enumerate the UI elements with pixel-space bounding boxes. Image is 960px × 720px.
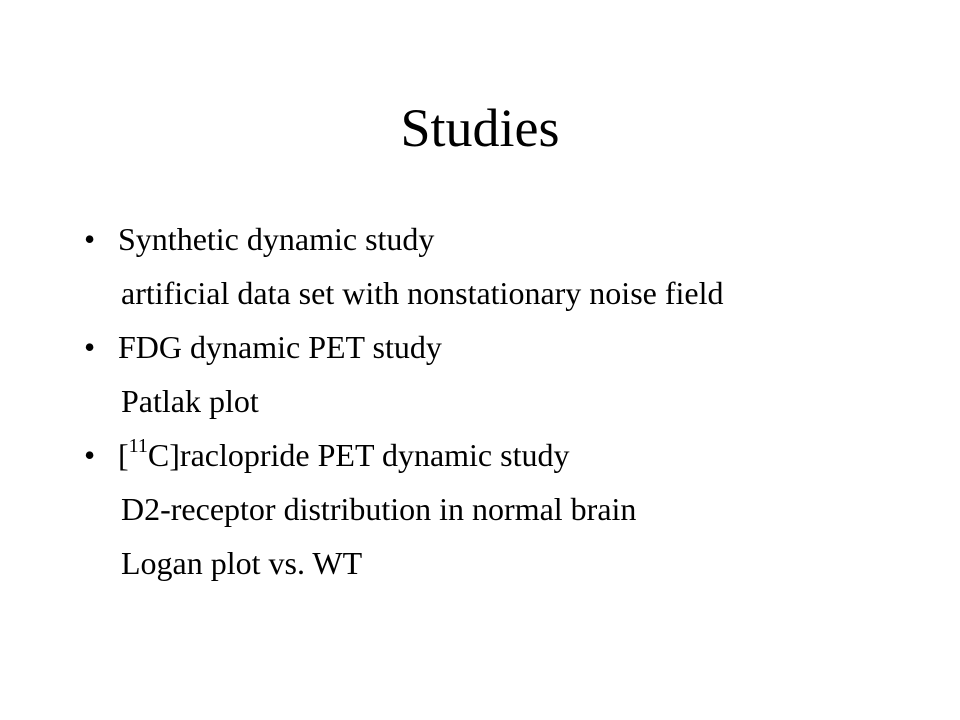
- bullet-1: •: [84, 221, 96, 257]
- item-2-text: FDG dynamic PET study: [118, 329, 442, 365]
- slide-title: Studies: [400, 98, 560, 158]
- item-3-text: [118, 435, 569, 475]
- item-1-text: Synthetic dynamic study: [118, 221, 435, 257]
- item-2-subtext: Patlak plot: [121, 383, 259, 419]
- item-1-subtext: artificial data set with nonstationary noise field: [121, 275, 724, 311]
- item-3-prefix: [: [118, 437, 129, 473]
- item-3-subtext-2: Logan plot vs. WT: [121, 545, 363, 581]
- item-3-superscript: 11: [128, 435, 148, 457]
- item-3-subtext: D2-receptor distribution in normal brain: [121, 491, 637, 527]
- bullet-3: •: [84, 437, 96, 473]
- bullet-2: •: [84, 329, 96, 365]
- item-3-rest: C]raclopride PET dynamic study: [147, 437, 570, 473]
